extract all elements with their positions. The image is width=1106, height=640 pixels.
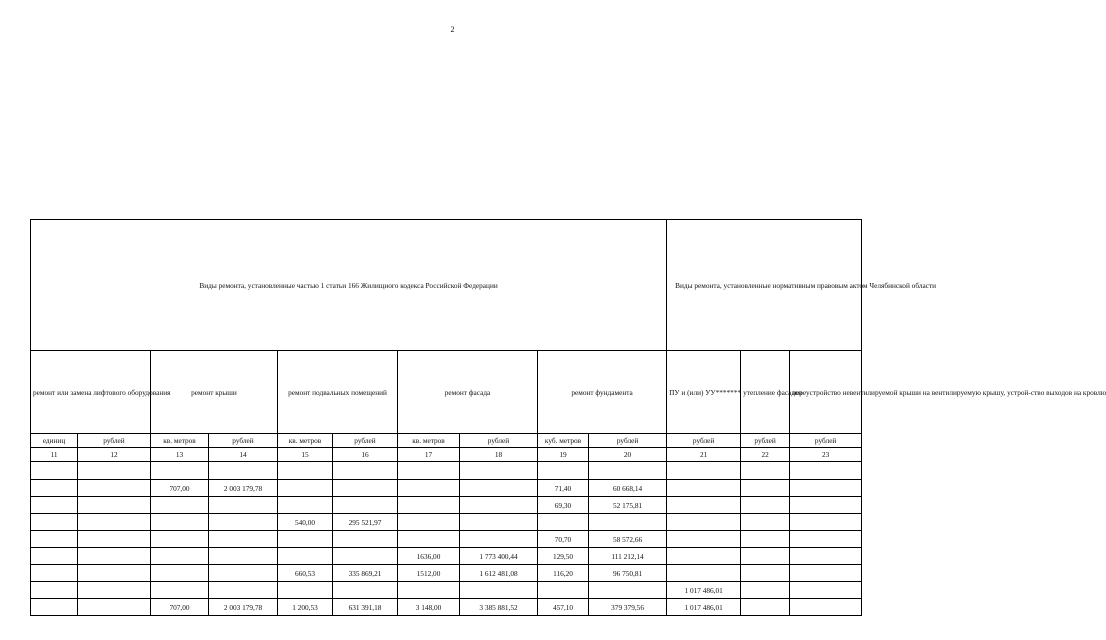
table-cell [209, 582, 278, 599]
table-cell: 2 003 179,78 [209, 599, 278, 616]
table-cell [151, 548, 209, 565]
table-cell [31, 497, 78, 514]
table-cell [741, 497, 790, 514]
table-cell [151, 514, 209, 531]
table-cell [667, 480, 741, 497]
unit-cell: рублей [667, 434, 741, 448]
header-roof-repair: ремонт крыши [151, 351, 278, 434]
table-cell [790, 599, 862, 616]
table-cell [741, 599, 790, 616]
unit-cell: рублей [741, 434, 790, 448]
table-cell [741, 480, 790, 497]
table-cell [209, 548, 278, 565]
header-basement-repair: ремонт подвальных помещений [278, 351, 398, 434]
table-cell [278, 531, 333, 548]
table-cell: 457,10 [538, 599, 589, 616]
column-number: 23 [790, 448, 862, 462]
table-cell [790, 582, 862, 599]
total-row [31, 599, 862, 616]
table-cell: 540,00 [278, 514, 333, 531]
table-cell [278, 480, 333, 497]
table-cell [151, 462, 209, 480]
table-cell [333, 480, 398, 497]
table-cell [31, 582, 78, 599]
table-cell [741, 548, 790, 565]
table-cell: 631 391,18 [333, 599, 398, 616]
unit-cell: рублей [589, 434, 667, 448]
group-header-row [31, 220, 862, 351]
header-elevator-repair: ремонт или замена лифтового оборудования [31, 351, 151, 434]
unit-cell: кв. метров [278, 434, 333, 448]
table-cell [333, 497, 398, 514]
table-cell [78, 548, 151, 565]
table-cell [589, 514, 667, 531]
table-cell [741, 531, 790, 548]
table-cell [209, 497, 278, 514]
table-cell [790, 462, 862, 480]
table-cell: 71,40 [538, 480, 589, 497]
table-cell [278, 548, 333, 565]
table-cell: 2 003 179,78 [209, 480, 278, 497]
unit-cell: рублей [78, 434, 151, 448]
table-cell [78, 582, 151, 599]
table-cell: 707,00 [151, 480, 209, 497]
table-cell [667, 514, 741, 531]
table-cell [667, 462, 741, 480]
table-cell [78, 531, 151, 548]
table-cell [667, 565, 741, 582]
table-cell [151, 565, 209, 582]
unit-cell: кв. метров [151, 434, 209, 448]
table-cell: 1512,00 [398, 565, 460, 582]
table-cell [31, 565, 78, 582]
table-cell [209, 462, 278, 480]
table-cell [790, 531, 862, 548]
table-cell [741, 514, 790, 531]
table-cell [31, 531, 78, 548]
table-cell [460, 497, 538, 514]
table-cell [460, 531, 538, 548]
table-cell: 58 572,66 [589, 531, 667, 548]
table-cell [398, 462, 460, 480]
header-metering-devices: ПУ и (или) УУ******* [667, 351, 741, 434]
header-roof-conversion: переустройство невентилируемой крыши на вентилируемую крышу, устрой-ство выходов на кровлю [790, 351, 862, 434]
table-cell [741, 582, 790, 599]
table-cell [398, 497, 460, 514]
table-row [31, 497, 862, 514]
table-cell: 1 017 486,01 [667, 599, 741, 616]
unit-cell: кв. метров [398, 434, 460, 448]
unit-cell: рублей [460, 434, 538, 448]
table-cell [31, 480, 78, 497]
table-cell [460, 514, 538, 531]
table-cell [209, 514, 278, 531]
table-cell: 1 612 481,08 [460, 565, 538, 582]
table-cell [398, 582, 460, 599]
table-row [31, 514, 862, 531]
header-facade-repair: ремонт фасада [398, 351, 538, 434]
table-cell [333, 582, 398, 599]
table-cell: 295 521,97 [333, 514, 398, 531]
table-cell [460, 582, 538, 599]
table-cell [78, 462, 151, 480]
table-cell [151, 582, 209, 599]
table-cell [589, 582, 667, 599]
sub-header-row [31, 351, 862, 434]
table-cell: 111 212,14 [589, 548, 667, 565]
table-cell [78, 599, 151, 616]
table-cell [790, 514, 862, 531]
table-cell [31, 514, 78, 531]
table-row [31, 548, 862, 565]
column-number: 20 [589, 448, 667, 462]
table-row [31, 582, 862, 599]
table-cell [398, 480, 460, 497]
table-cell [538, 462, 589, 480]
table-cell: 660,53 [278, 565, 333, 582]
table-cell [78, 514, 151, 531]
page-number: 2 [450, 25, 455, 34]
column-number: 14 [209, 448, 278, 462]
table-cell: 129,50 [538, 548, 589, 565]
table-cell [741, 462, 790, 480]
table-cell [538, 514, 589, 531]
units-row [31, 434, 862, 448]
table-cell [278, 497, 333, 514]
table-cell [209, 565, 278, 582]
column-number: 19 [538, 448, 589, 462]
table-cell: 96 750,81 [589, 565, 667, 582]
table-cell: 116,20 [538, 565, 589, 582]
column-number-row [31, 448, 862, 462]
table-cell [790, 480, 862, 497]
table-cell [398, 531, 460, 548]
header-foundation-repair: ремонт фундамента [538, 351, 667, 434]
table-row [31, 531, 862, 548]
table-cell [31, 599, 78, 616]
table-cell [790, 548, 862, 565]
table-row [31, 480, 862, 497]
table-cell [78, 565, 151, 582]
column-number: 22 [741, 448, 790, 462]
column-number: 17 [398, 448, 460, 462]
table-cell [278, 582, 333, 599]
column-number: 18 [460, 448, 538, 462]
table-cell: 335 869,21 [333, 565, 398, 582]
table-cell: 52 175,81 [589, 497, 667, 514]
column-number: 11 [31, 448, 78, 462]
table-cell [589, 462, 667, 480]
table-cell [209, 531, 278, 548]
header-facade-insulation: утепление фасадов [741, 351, 790, 434]
repair-types-table [30, 219, 1106, 616]
table-cell [333, 531, 398, 548]
table-cell [31, 548, 78, 565]
table-cell: 1 773 400,44 [460, 548, 538, 565]
table-cell [333, 462, 398, 480]
table-cell: 60 668,14 [589, 480, 667, 497]
table-cell [31, 462, 78, 480]
table-cell [667, 531, 741, 548]
unit-cell: куб. метров [538, 434, 589, 448]
table-cell [78, 497, 151, 514]
column-number: 13 [151, 448, 209, 462]
column-number: 15 [278, 448, 333, 462]
table-cell [790, 565, 862, 582]
unit-cell: рублей [209, 434, 278, 448]
table-cell [78, 480, 151, 497]
table-cell: 3 148,00 [398, 599, 460, 616]
table-cell: 379 379,56 [589, 599, 667, 616]
table-cell: 707,00 [151, 599, 209, 616]
unit-cell: единиц [31, 434, 78, 448]
column-number: 21 [667, 448, 741, 462]
table-cell: 1 017 486,01 [667, 582, 741, 599]
table-cell [667, 548, 741, 565]
table-cell [398, 514, 460, 531]
regional-repair-types-header: Виды ремонта, установленные нормативным правовым актом Челябинской области [667, 220, 862, 351]
column-number: 16 [333, 448, 398, 462]
unit-cell: рублей [333, 434, 398, 448]
table-cell [151, 497, 209, 514]
table-row [31, 565, 862, 582]
table-cell: 1 200,53 [278, 599, 333, 616]
federal-repair-types-header: Виды ремонта, установленные частью 1 статьи 166 Жилищного кодекса Российской Федерации [31, 220, 667, 351]
table-cell: 1636,00 [398, 548, 460, 565]
table-cell [538, 582, 589, 599]
table-cell: 3 385 881,52 [460, 599, 538, 616]
table-cell [460, 480, 538, 497]
table-cell [278, 462, 333, 480]
table-cell [667, 497, 741, 514]
table-cell [790, 497, 862, 514]
column-number: 12 [78, 448, 151, 462]
unit-cell: рублей [790, 434, 862, 448]
table-cell: 69,30 [538, 497, 589, 514]
table-cell [151, 531, 209, 548]
table-cell [333, 548, 398, 565]
table-cell [460, 462, 538, 480]
table-row [31, 462, 862, 480]
table-cell [741, 565, 790, 582]
table-cell: 70,70 [538, 531, 589, 548]
